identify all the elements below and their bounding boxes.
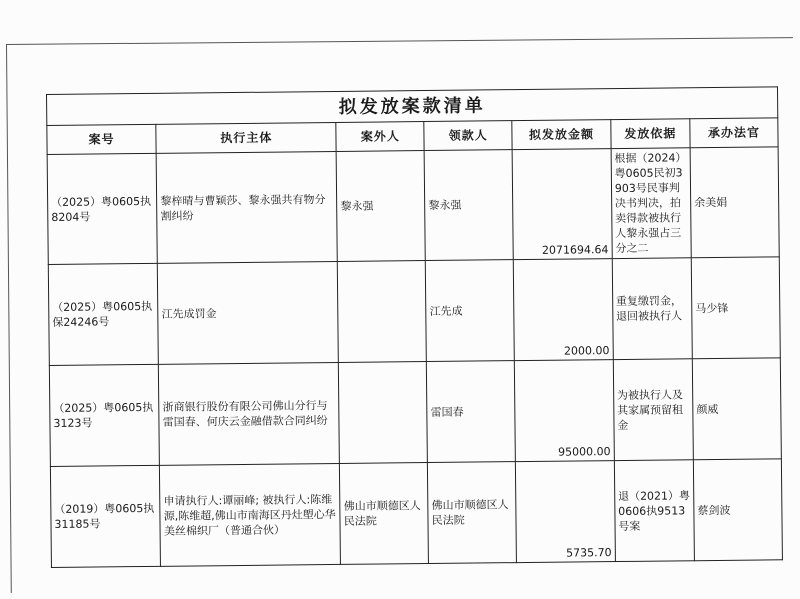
outsider: 佛山市顺德区人民法院 <box>340 463 429 565</box>
judge: 蔡剑波 <box>693 459 782 561</box>
payee: 佛山市顺德区人民法院 <box>428 462 517 564</box>
basis: 为被执行人及其家属预留租金 <box>613 359 693 461</box>
payee: 雷国春 <box>427 361 516 463</box>
header-basis: 发放依据 <box>611 119 691 149</box>
header-case-no: 案号 <box>47 124 157 154</box>
execution-subject: 浙商银行股份有限公司佛山分行与雷国春、何庆云金融借款合同纠纷 <box>159 362 340 465</box>
payee: 江先成 <box>426 260 515 362</box>
amount: 95000.00 <box>514 360 614 462</box>
case-funds-table <box>46 86 783 568</box>
execution-subject: 黎梓晴与曹颖莎、黎永强共有物分割纠纷 <box>156 151 337 263</box>
table-row <box>49 358 781 467</box>
amount: 2000.00 <box>513 259 613 361</box>
case-number: （2025）粤0605执3123号 <box>49 364 159 466</box>
judge: 马少锋 <box>691 257 780 359</box>
case-number: （2025）粤0605执保24246号 <box>48 263 158 365</box>
payee: 黎永强 <box>424 150 513 261</box>
table-row <box>47 147 779 265</box>
header-subject: 执行主体 <box>156 122 336 153</box>
case-number: （2025）粤0605执8204号 <box>47 153 157 264</box>
execution-subject: 申请执行人:谭丽峰; 被执行人:陈维源,陈维超,佛山市南海区丹灶塱心华美丝棉织厂（普通合伙） <box>160 463 341 566</box>
judge: 颜威 <box>692 358 781 460</box>
header-judge: 承办法官 <box>690 118 778 148</box>
header-amount: 拟发放金额 <box>512 120 611 150</box>
table-title: 拟发放案款清单 <box>47 87 778 126</box>
outsider <box>338 261 427 363</box>
outsider <box>339 362 428 464</box>
amount: 5735.70 <box>516 461 616 563</box>
header-outsider: 案外人 <box>336 122 424 152</box>
basis: 退（2021）粤0606执9513号案 <box>614 460 694 562</box>
basis: 根据（2024）粤0605民初3903号民事判决书判决，拍卖得款被执行人黎永强占三分之二 <box>611 148 691 259</box>
header-payee: 领款人 <box>424 121 512 151</box>
case-number: （2019）粤0605执31185号 <box>50 465 160 567</box>
judge: 余美娟 <box>690 147 779 258</box>
table-row <box>50 459 782 568</box>
basis: 重复缴罚金，退回被执行人 <box>612 258 692 360</box>
case-funds-sheet <box>46 86 783 560</box>
amount: 2071694.64 <box>512 149 612 260</box>
outsider: 黎永强 <box>337 151 426 262</box>
table-row <box>48 257 780 366</box>
execution-subject: 江先成罚金 <box>158 261 339 364</box>
